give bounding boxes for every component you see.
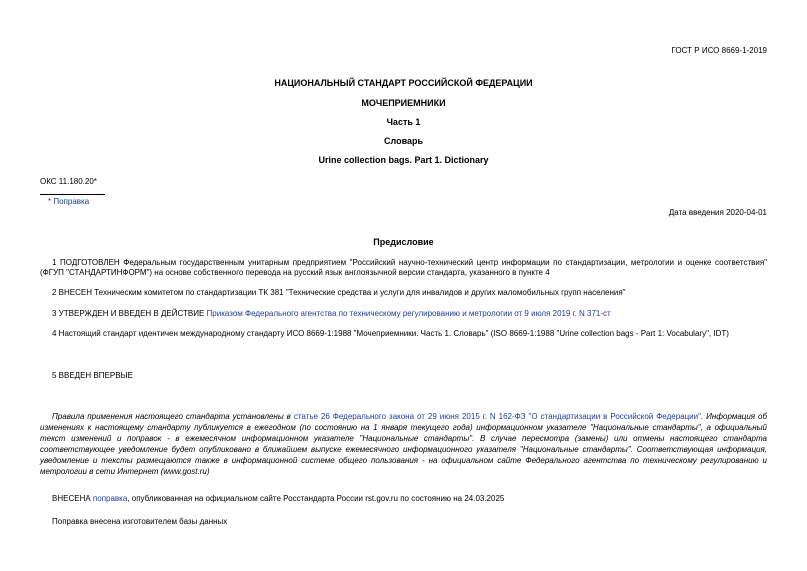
amendment-inline-link[interactable]: поправка <box>92 494 128 503</box>
federal-law-link[interactable]: статье 26 Федерального закона от 29 июня 2015 г. N 162-ФЗ <box>293 412 526 421</box>
preface-item-1: 1 ПОДГОТОВЛЕН Федеральным государственным унитарным предприятием "Российский научно-технический центр информации по стандартизации, метрологии и оценке соответствия" (ФГУП "СТАНДАРТИНФОРМ") на основе собственного перевода на русский язык англоязычной версии стандарта, указанного в пункте 4 <box>40 258 767 277</box>
preface-item-2: 2 ВНЕСЕН Техническим комитетом по стандартизации ТК 381 "Технические средства и услуги для инвалидов и других маломобильных групп населения" <box>52 288 626 297</box>
introduction-date: Дата введения 2020-04-01 <box>668 208 767 217</box>
document-code: ГОСТ Р ИСО 8669-1-2019 <box>671 46 767 55</box>
amendment-note <box>52 494 504 503</box>
title-line-1: НАЦИОНАЛЬНЫЙ СТАНДАРТ РОССИЙСКОЙ ФЕДЕРАЦИИ <box>274 78 533 88</box>
standardization-law-link[interactable]: "О стандартизации в Российской Федерации" <box>528 412 701 421</box>
title-line-5: Urine collection bags. Part 1. Dictionary <box>318 155 489 165</box>
title-line-4: Словарь <box>383 136 424 146</box>
amendment-note-prefix: ВНЕСЕНА <box>52 494 93 503</box>
separator-line <box>40 194 105 195</box>
preface-heading: Предисловие <box>373 237 434 247</box>
amendment-link[interactable]: * Поправка <box>48 197 90 206</box>
preface-item-5: 5 ВВЕДЕН ВПЕРВЫЕ <box>52 371 133 380</box>
oks-code: ОКС 11.180.20* <box>40 177 97 186</box>
title-line-2: МОЧЕПРИЕМНИКИ <box>361 98 446 108</box>
preface-item-4: 4 Настоящий стандарт идентичен международному стандарту ИСО 8669-1:1988 "Мочеприемники. Часть 1. Словарь" (ISO 8669-1:1988 "Urine collection bags - Part 1: Vocabulary", IDT) <box>52 329 729 338</box>
order-link[interactable]: Приказом Федерального агентства по техническому регулированию и метрологии от 9 июля 2019 г. N 371-ст <box>206 309 611 318</box>
preface-item-3-text: 3 УТВЕРЖДЕН И ВВЕДЕН В ДЕЙСТВИЕ <box>52 309 207 318</box>
rules-prefix: Правила применения настоящего стандарта установлены в <box>52 412 294 421</box>
title-line-3: Часть 1 <box>386 117 421 127</box>
amendment-note-rest: , опубликованная на официальном сайте Росстандарта России rst.gov.ru по состоянию на 24.03.2025 <box>127 494 505 503</box>
rules-paragraph <box>40 411 767 477</box>
preface-item-3 <box>52 309 611 318</box>
database-note: Поправка внесена изготовителем базы данных <box>52 517 228 526</box>
rules-rest: . Информация об изменениях к настоящему стандарту публикуется в ежегодном (по состоянию на 1 января текущего года) информационном указателе "Национальные стандарты", а официальный текст изменений и поправок - в ежемесячном информационном указателе "Национальные стандарты". В случае пересмотра (замены) или отмены настоящего стандарта соответствующее уведомление будет опубликовано в ближайшем выпуске ежемесячного информационного указателя "Национальные стандарты". Соответствующая информация, уведомление и тексты размещаются также в информационной системе общего пользования - на официальном сайте Федерального агентства по техническому регулированию и метрологии в сети Интернет (www.gost.ru) <box>40 412 768 476</box>
